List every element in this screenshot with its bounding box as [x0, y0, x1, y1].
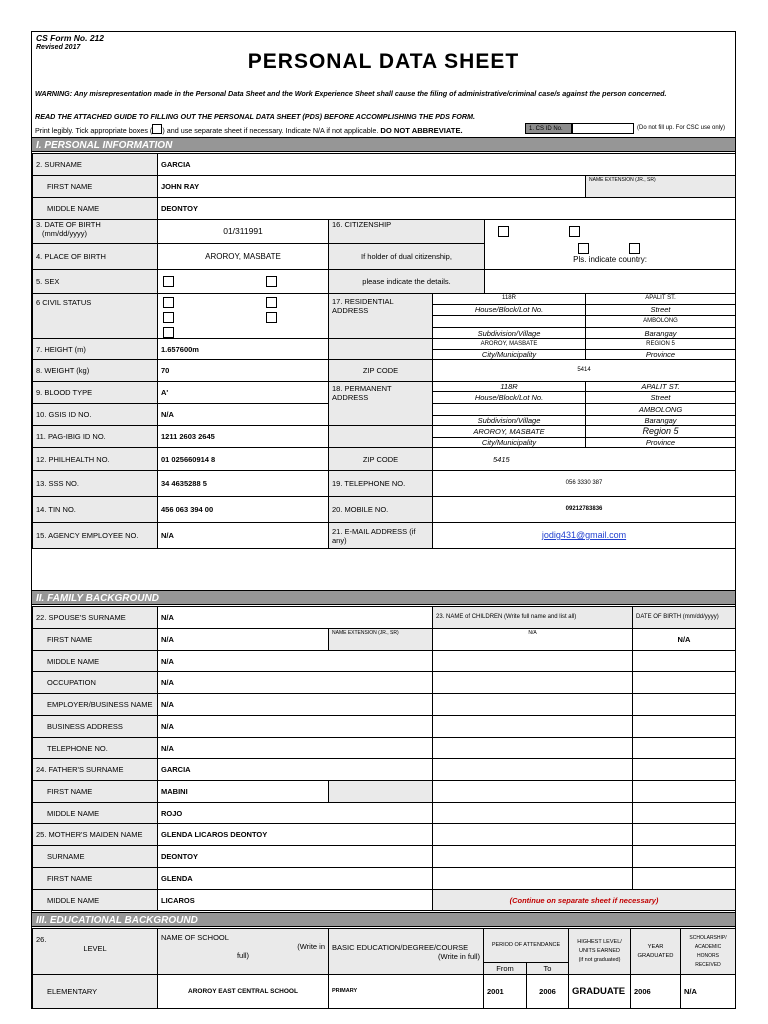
child-dob-row[interactable] [633, 824, 736, 846]
telephone-field[interactable]: 056 3330 387 [433, 471, 736, 497]
school-label-b: (Write in [297, 942, 325, 951]
child-name-field[interactable]: N/A [433, 629, 633, 651]
dual-details-note: please indicate the details. [329, 270, 485, 294]
spouse-surname-label: 22. SPOUSE'S SURNAME [33, 607, 158, 629]
warning-text: WARNING: Any misrepresentation made in the Personal Data Sheet and the Work Experience Sheet shall cause the filing of administrative/criminal case/s against the person concerned. [35, 89, 667, 98]
mobile-field[interactable]: 09212783836 [433, 497, 736, 523]
section-personal: I. PERSONAL INFORMATION [32, 137, 735, 152]
country-field[interactable] [485, 270, 736, 294]
email-label: 21. E-MAIL ADDRESS (if any) [329, 523, 433, 549]
child-dob-row[interactable] [633, 651, 736, 672]
pob-label: 4. PLACE OF BIRTH [33, 244, 158, 270]
res-address-label-cont [329, 339, 433, 360]
elementary-to[interactable]: 2006 [527, 975, 569, 1009]
telephone-label: 19. TELEPHONE NO. [329, 471, 433, 497]
dob-label-text: 3. DATE OF BIRTH [36, 220, 101, 229]
instructions-a: Print legibly. Tick appropriate boxes ( [35, 126, 153, 135]
period-header: PERIOD OF ATTENDANCE [484, 929, 569, 963]
business-address-field[interactable]: N/A [158, 716, 433, 738]
mother-surname-field[interactable]: DEONTOY [158, 846, 433, 868]
civil-widowed-checkbox[interactable] [163, 312, 174, 323]
height-field[interactable]: 1.657600m [158, 339, 329, 360]
res-street[interactable]: APALIT ST. [586, 294, 736, 305]
father-middle-field[interactable]: ROJO [158, 803, 433, 824]
perm-street-label: Street [586, 392, 736, 404]
res-zip-label: ZIP CODE [329, 360, 433, 382]
res-house[interactable]: 118R [433, 294, 586, 305]
school-header [158, 929, 329, 975]
perm-street[interactable]: APALIT ST. [586, 382, 736, 392]
spouse-first-field[interactable]: N/A [158, 629, 329, 651]
business-address-label: BUSINESS ADDRESS [33, 716, 158, 738]
from-header: From [484, 963, 527, 975]
elementary-scholarship[interactable]: N/A [681, 975, 736, 1009]
first-name-field[interactable]: JOHN RAY [158, 176, 586, 198]
highest-header [569, 929, 631, 975]
child-row[interactable] [433, 803, 633, 824]
revision: Revised 2017 [36, 44, 81, 51]
section-family: II. FAMILY BACKGROUND [32, 590, 735, 605]
blood-type-label: 9. BLOOD TYPE [33, 382, 158, 404]
perm-province-label: Province [586, 438, 736, 448]
spouse-middle-label: MIDDLE NAME [33, 651, 158, 672]
child-dob-row[interactable] [633, 694, 736, 716]
street-label: Street [586, 304, 736, 315]
child-dob-row[interactable] [633, 803, 736, 824]
gsis-label: 10. GSIS ID NO. [33, 404, 158, 426]
child-dob-row[interactable] [633, 672, 736, 694]
child-dob-row[interactable] [633, 868, 736, 890]
res-city[interactable]: AROROY, MASBATE [433, 339, 586, 350]
school-label-c: full) [236, 951, 250, 960]
child-dob-row[interactable] [633, 846, 736, 868]
mother-maiden-field[interactable]: GLENDA LICAROS DEONTOY [158, 824, 433, 846]
sss-field[interactable]: 34 4635288 5 [158, 471, 329, 497]
res-subdivision[interactable] [433, 315, 586, 327]
agency-employee-field[interactable]: N/A [158, 523, 329, 549]
pagibig-field[interactable]: 1211 2603 2645 [158, 426, 329, 448]
perm-barangay[interactable]: AMBOLONG [586, 404, 736, 416]
perm-house-label: House/Block/Lot No. [433, 392, 586, 404]
instructions [35, 124, 463, 135]
child-row[interactable] [433, 846, 633, 868]
child-dob-row[interactable] [633, 716, 736, 738]
spouse-first-label: FIRST NAME [33, 629, 158, 651]
res-zip-field[interactable]: 5414 [433, 360, 736, 382]
sex-female-checkbox[interactable] [266, 276, 277, 287]
edu-num: 26. [36, 935, 47, 944]
spouse-middle-field[interactable]: N/A [158, 651, 433, 672]
cs-id-label: 1. CS ID No. [525, 123, 572, 134]
sex-options [158, 270, 329, 294]
employer-field[interactable]: N/A [158, 694, 433, 716]
indicate-country: Pls. indicate country: [573, 255, 647, 264]
civil-separated-checkbox[interactable] [266, 312, 277, 323]
perm-barangay-label: Barangay [586, 416, 736, 426]
children-header: 23. NAME of CHILDREN (Write full name and list all) [433, 607, 633, 629]
height-label: 7. HEIGHT (m) [33, 339, 158, 360]
section-education: III. EDUCATIONAL BACKGROUND [32, 912, 735, 927]
perm-address-label: 18. PERMANENT ADDRESS [329, 382, 433, 426]
mother-maiden-label: 25. MOTHER'S MAIDEN NAME [33, 824, 158, 846]
continue-note: (Continue on separate sheet if necessary) [433, 890, 736, 911]
philhealth-label: 12. PHILHEALTH NO. [33, 448, 158, 471]
family-table [32, 606, 736, 911]
child-row[interactable] [433, 672, 633, 694]
school-label: NAME OF SCHOOL [161, 933, 229, 942]
dual-citizenship-note: If holder of dual citizenship, [329, 244, 485, 270]
level-label: LEVEL [83, 944, 107, 953]
mother-surname-label: SURNAME [33, 846, 158, 868]
dual-naturalization-checkbox[interactable] [629, 243, 640, 254]
cs-id-note: (Do not fill up. For CSC use only) [637, 125, 726, 131]
child-dob-row[interactable] [633, 738, 736, 759]
pds-form [31, 31, 736, 1009]
elementary-label: ELEMENTARY [33, 975, 158, 1009]
course-header [329, 929, 484, 975]
perm-zip-field[interactable]: 5415 [433, 448, 736, 471]
agency-employee-label: 15. AGENCY EMPLOYEE NO. [33, 523, 158, 549]
citizenship-options [485, 220, 736, 270]
mother-middle-field[interactable]: LICAROS [158, 890, 433, 911]
father-middle-label: MIDDLE NAME [33, 803, 158, 824]
no-abbrev: DO NOT ABBREVIATE. [380, 126, 463, 135]
middle-name-field[interactable]: DEONTOY [158, 198, 736, 220]
elementary-school[interactable]: AROROY EAST CENTRAL SCHOOL [158, 975, 329, 1009]
perm-subdivision-label: Subdivision/Village [433, 416, 586, 426]
child-row[interactable] [433, 868, 633, 890]
father-ext-field[interactable] [329, 781, 433, 803]
scholarship-header: SCHOLARSHIP/ ACADEMIC HONORS RECEIVED [681, 929, 736, 975]
spouse-ext-label[interactable]: NAME EXTENSION (JR., SR) [329, 629, 433, 651]
res-province[interactable]: REGION 5 [586, 339, 736, 350]
subdivision-label: Subdivision/Village [433, 328, 586, 339]
surname-label: 2. SURNAME [33, 154, 158, 176]
sex-label: 5. SEX [33, 270, 158, 294]
perm-address-label-cont [329, 426, 433, 448]
child-dob-row[interactable] [633, 781, 736, 803]
gsis-field[interactable]: N/A [158, 404, 329, 426]
city-label: City/Municipality [433, 350, 586, 360]
child-dob-field[interactable]: N/A [633, 629, 736, 651]
mother-middle-label: MIDDLE NAME [33, 890, 158, 911]
occupation-label: OCCUPATION [33, 672, 158, 694]
civil-married-checkbox[interactable] [266, 297, 277, 308]
child-dob-header: DATE OF BIRTH (mm/dd/yyyy) [633, 607, 736, 629]
child-row[interactable] [433, 694, 633, 716]
middle-name-label: MIDDLE NAME [33, 198, 158, 220]
weight-label: 8. WEIGHT (kg) [33, 360, 158, 382]
highest-label: HIGHEST LEVEL/ UNITS EARNED [577, 939, 622, 954]
mobile-label: 20. MOBILE NO. [329, 497, 433, 523]
dob-field[interactable]: 01/311991 [158, 220, 329, 244]
elementary-year[interactable]: 2006 [631, 975, 681, 1009]
name-ext-label[interactable]: NAME EXTENSION (JR., SR) [586, 176, 736, 198]
child-row[interactable] [433, 759, 633, 781]
education-table [32, 928, 736, 1009]
guide-text: READ THE ATTACHED GUIDE TO FILLING OUT THE PERSONAL DATA SHEET (PDS) BEFORE ACCOMPLISHING THE PDS FORM. [35, 112, 476, 121]
child-row[interactable] [433, 716, 633, 738]
mother-first-label: FIRST NAME [33, 868, 158, 890]
house-label: House/Block/Lot No. [433, 304, 586, 315]
perm-subdivision[interactable] [433, 404, 586, 416]
mother-first-field[interactable]: GLENDA [158, 868, 433, 890]
pagibig-label: 11. PAG-IBIG ID NO. [33, 426, 158, 448]
citizenship-label: 16. CITIZENSHIP [329, 220, 485, 244]
instructions-b: ) and use separate sheet if necessary. Indicate N/A if not applicable. [162, 126, 379, 135]
sex-male-checkbox[interactable] [163, 276, 174, 287]
elementary-highest[interactable]: GRADUATE [569, 975, 631, 1009]
child-row[interactable] [433, 738, 633, 759]
dual-birth-checkbox[interactable] [578, 243, 589, 254]
civil-single-checkbox[interactable] [163, 297, 174, 308]
tin-label: 14. TIN NO. [33, 497, 158, 523]
father-surname-field[interactable]: GARCIA [158, 759, 433, 781]
dob-label [33, 220, 158, 244]
perm-zip-label: ZIP CODE [329, 448, 433, 471]
spouse-telephone-label: TELEPHONE NO. [33, 738, 158, 759]
page-title: PERSONAL DATA SHEET [247, 50, 520, 73]
to-header: To [527, 963, 569, 975]
email-link[interactable]: jodig431@gmail.com [541, 530, 627, 540]
perm-city-label: City/Municipality [433, 438, 586, 448]
elementary-from[interactable]: 2001 [484, 975, 527, 1009]
philhealth-field[interactable]: 01 025660914 8 [158, 448, 329, 471]
civil-other-checkbox[interactable] [163, 327, 174, 338]
perm-city[interactable]: AROROY, MASBATE [433, 426, 586, 438]
perm-province[interactable]: Region 5 [586, 426, 736, 438]
tin-field[interactable]: 456 063 394 00 [158, 497, 329, 523]
surname-field[interactable]: GARCIA [158, 154, 736, 176]
spouse-telephone-field[interactable]: N/A [158, 738, 433, 759]
father-surname-label: 24. FATHER'S SURNAME [33, 759, 158, 781]
father-first-field[interactable]: MABINI [158, 781, 329, 803]
occupation-field[interactable]: N/A [158, 672, 433, 694]
cs-id-field[interactable] [572, 123, 634, 134]
pob-field[interactable]: AROROY, MASBATE [158, 244, 329, 270]
civil-status-options [158, 294, 329, 339]
child-row[interactable] [433, 781, 633, 803]
citizenship-dual-checkbox[interactable] [569, 226, 580, 237]
employer-label: EMPLOYER/BUSINESS NAME [33, 694, 158, 716]
blood-type-field[interactable]: A' [158, 382, 329, 404]
child-dob-row[interactable] [633, 759, 736, 781]
child-row[interactable] [433, 651, 633, 672]
year-graduated-header: YEAR GRADUATED [631, 929, 681, 975]
child-row[interactable] [433, 824, 633, 846]
province-label: Province [586, 350, 736, 360]
edu-level-header [33, 929, 158, 975]
highest-sub: (if not graduated) [578, 957, 621, 963]
sss-label: 13. SSS NO. [33, 471, 158, 497]
elementary-course[interactable]: PRIMARY [329, 975, 484, 1009]
barangay-label: Barangay [586, 328, 736, 339]
citizenship-filipino-checkbox[interactable] [498, 226, 509, 237]
email-cell [433, 523, 736, 549]
personal-table [32, 153, 736, 549]
res-address-label: 17. RESIDENTIAL ADDRESS [329, 294, 433, 339]
spouse-surname-field[interactable]: N/A [158, 607, 433, 629]
father-first-label: FIRST NAME [33, 781, 158, 803]
civil-status-label: 6 CIVIL STATUS [33, 294, 158, 339]
course-label-b: (Write in full) [438, 951, 480, 961]
course-label: BASIC EDUCATION/DEGREE/COURSE [332, 942, 469, 952]
weight-field[interactable]: 70 [158, 360, 329, 382]
res-barangay[interactable]: AMBOLONG [586, 315, 736, 327]
first-name-label: FIRST NAME [33, 176, 158, 198]
form-number: CS Form No. 212 [36, 33, 105, 43]
dob-format: (mm/dd/yyyy) [42, 229, 87, 238]
perm-house[interactable]: 118R [433, 382, 586, 392]
tickbox-icon [152, 124, 162, 134]
